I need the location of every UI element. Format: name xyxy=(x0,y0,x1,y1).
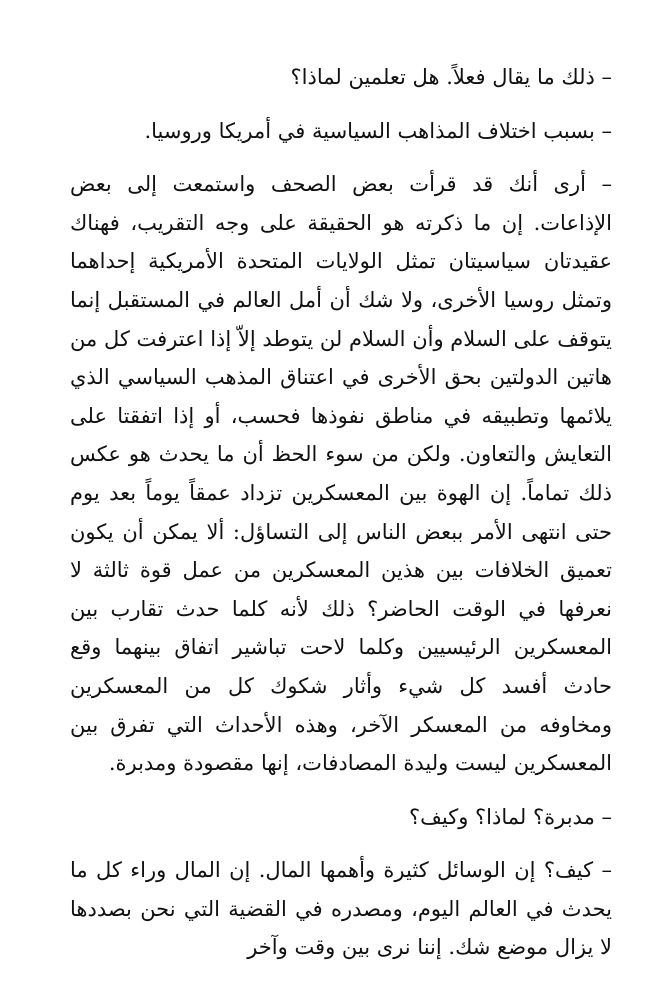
paragraph-1: – ذلك ما يقال فعلاً. هل تعلمين لماذا؟ xyxy=(290,65,612,89)
paragraph-3: – أرى أنك قد قرأت بعض الصحف واستمعت إلى بعض الإذاعات. إن ما ذكرته هو الحقيقة على وجه التقريب، فهناك عقيدتان سياسيتان تمثل الولايات المتحدة الأمريكية إحداهما وتمثل روسيا الأخرى، ولا شك أن أمل العالم في المستقبل إنما يتوقف على السلام وأن السلام لن يتوطد إلاّ إذا اعترفت كل من هاتين الدولتين بحق الأخرى في اعتناق المذهب السياسي الذي يلائمها وتطبيقه في مناطق نفوذها فحسب، أو إذا اتفقتا على التعايش والتعاون. ولكن من سوء الحظ أن ما يحدث هو عكس ذلك تماماً. إن الهوة بين المعسكرين تزداد عمقاً يوماً بعد يوم حتى انتهى الأمر ببعض الناس إلى التساؤل: ألا يمكن أن يكون تعميق الخلافات بين هذين المعسكرين من عمل قوة ثالثة لا نعرفها في الوقت الحاضر؟ ذلك لأنه كلما حدث تقارب بين المعسكرين الرئيسيين وكلما لاحت تباشير اتفاق بينهما وقع حادث أفسد كل شيء وأثار شكوك كل من المعسكرين ومخاوفه من المعسكر الآخر، وهذه الأحداث التي تفرق بين المعسكرين ليست وليدة المصادفات، إنها مقصودة ومدبرة. xyxy=(70,172,612,776)
paragraph-2: – بسبب اختلاف المذاهب السياسية في أمريكا وروسيا. xyxy=(144,118,612,143)
paragraph-5: – كيف؟ إن الوسائل كثيرة وأهمها المال. إن المال وراء كل ما يحدث في العالم اليوم، ومصدره في القضية التي نحن بصددها لا يزال موضع شك. إننا نرى بين وقت وآخر xyxy=(70,858,612,960)
document-page xyxy=(70,58,612,982)
paragraph-4: – مدبرة؟ لماذا؟ وكيف؟ xyxy=(408,804,612,829)
